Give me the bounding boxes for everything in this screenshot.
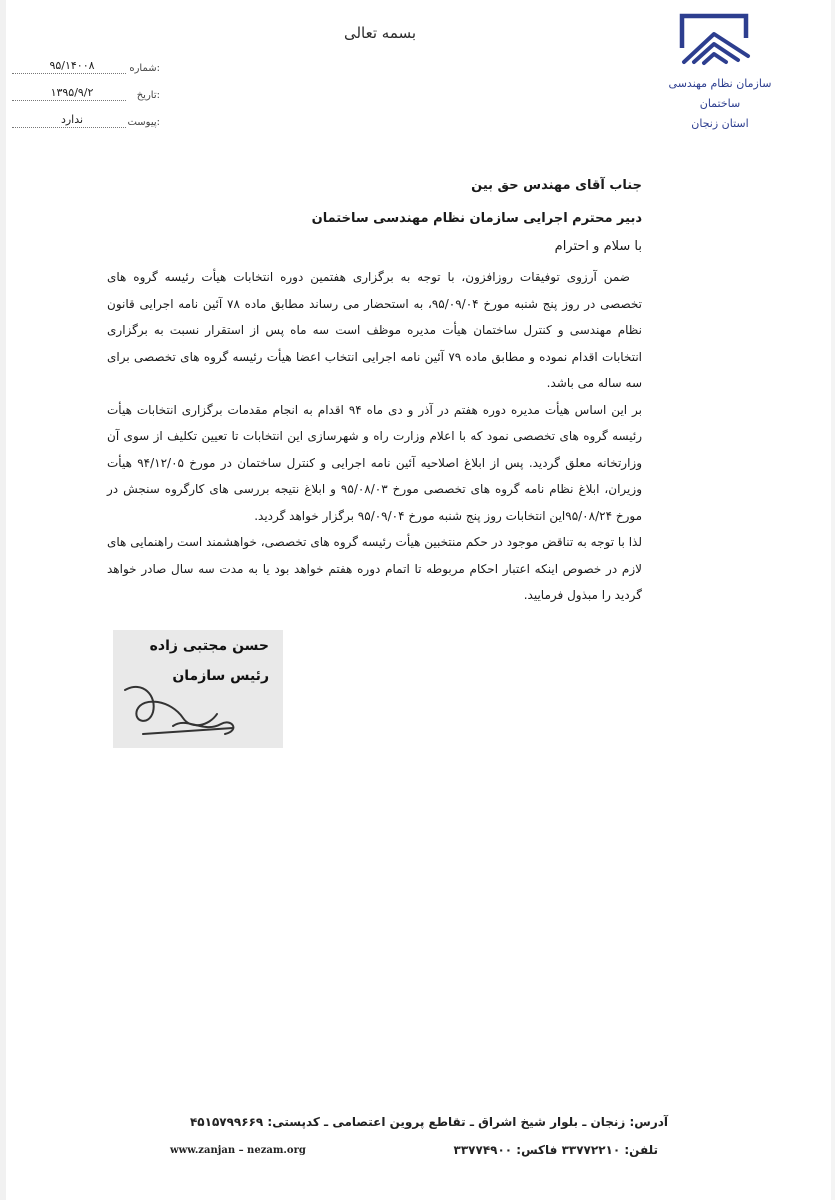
body-paragraph: ضمن آرزوی توفیقات روزافزون، با توجه به برگزاری هفتمین دوره انتخابات هیأت رئیسه گروه های تخصصی در روز پنج شنبه مورخ ۹۵/۰۹/۰۴، به استحضار می رساند مطابق ماده ۷۸ آئین نامه اجرایی قانون نظام مهندسی و کنترل ساختمان هیأت مدیره موظف است سه ماه پس از استقرار نسبت به برگزاری انتخابات اقدام نموده و مطابق ماده ۷۹ آئین نامه اجرایی انتخاب اعضا هیأت رئیسه گروه های تخصصی برای سه ساله می باشد. bbox=[107, 270, 642, 390]
letter-attachment-label: پیوست: bbox=[127, 117, 160, 128]
dotted-line bbox=[12, 73, 126, 74]
dotted-line bbox=[12, 127, 126, 128]
letter-date-label: تاریخ: bbox=[136, 90, 160, 101]
footer-phones: تلفن: ۳۳۷۷۲۲۱۰ فاکس: ۳۳۷۷۴۹۰۰ bbox=[453, 1143, 658, 1157]
dotted-line bbox=[12, 100, 126, 101]
page-edge bbox=[831, 0, 835, 1200]
roof-waves-logo-icon bbox=[672, 10, 756, 66]
letter-number-label: شماره: bbox=[129, 63, 160, 74]
letter-recipient-title: دبیر محترم اجرایی سازمان نظام مهندسی ساختمان bbox=[311, 211, 642, 226]
letter-date-value: ۱۳۹۵/۹/۲ bbox=[50, 86, 94, 99]
letter-attachment-field bbox=[12, 113, 160, 133]
letter-invocation: بسمه تعالی bbox=[343, 24, 417, 42]
signatory-title: رئیس سازمان bbox=[172, 668, 269, 684]
letter-attachment-value: ندارد bbox=[60, 113, 84, 126]
body-paragraph: بر این اساس هیأت مدیره دوره هفتم در آذر و دی ماه ۹۴ اقدام به انجام مقدمات برگزاری انتخابات هیأت رئیسه گروه های تخصصی نمود که با اعلام وزارت راه و شهرسازی این انتخابات تا تعیین تکلیف از سوی آن وزارتخانه معلق گردید. پس از ابلاغ اصلاحیه آئین نامه اجرایی و کنترل ساختمان در مورخ ۹۴/۱۲/۰۵ هیأت وزیران، ابلاغ نظام نامه گروه های تخصصی مورخ ۹۵/۰۸/۰۳ و ابلاغ نتیجه بررسی های کارگروه سنجش در مورخ ۹۵/۰۸/۲۴این انتخابات روز پنج شنبه مورخ ۹۵/۰۹/۰۴ برگزار خواهد گردید. bbox=[107, 402, 643, 523]
letter-body bbox=[107, 264, 642, 609]
org-name-line: سازمان نظام مهندسی ساختمان bbox=[668, 77, 772, 110]
org-province-line: استان زنجان bbox=[691, 117, 749, 130]
footer-address: آدرس: زنجان ـ بلوار شیخ اشراق ـ تقاطع پروین اعتصامی ـ کدپستی: ۴۵۱۵۷۹۹۶۶۹ bbox=[189, 1115, 668, 1129]
letter-number-field bbox=[12, 59, 160, 79]
letter-salutation: با سلام و احترام bbox=[554, 239, 642, 254]
footer-website: www.zanjan – nezam.org bbox=[170, 1145, 306, 1156]
page-edge bbox=[0, 0, 6, 1200]
body-paragraph: لذا با توجه به تناقض موجود در حکم منتخبین هیأت رئیسه گروه های تخصصی، خواهشمند است راهنمایی های لازم در خصوص اینکه اعتبار احکام مربوطه تا اتمام دوره هفتم خواهد بود یا به مدت سه سال صادر خواهد گردید را مبذول فرمایید. bbox=[107, 535, 642, 602]
letter-date-field bbox=[12, 86, 160, 106]
signature-stamp bbox=[113, 630, 283, 748]
letter-number-value: ۹۵/۱۴۰۰۸ bbox=[49, 59, 95, 72]
signatory-name: حسن مجتبی زاده bbox=[149, 638, 269, 654]
organization-name bbox=[650, 74, 790, 134]
letter-recipient: جناب آقای مهندس حق بین bbox=[471, 178, 642, 193]
